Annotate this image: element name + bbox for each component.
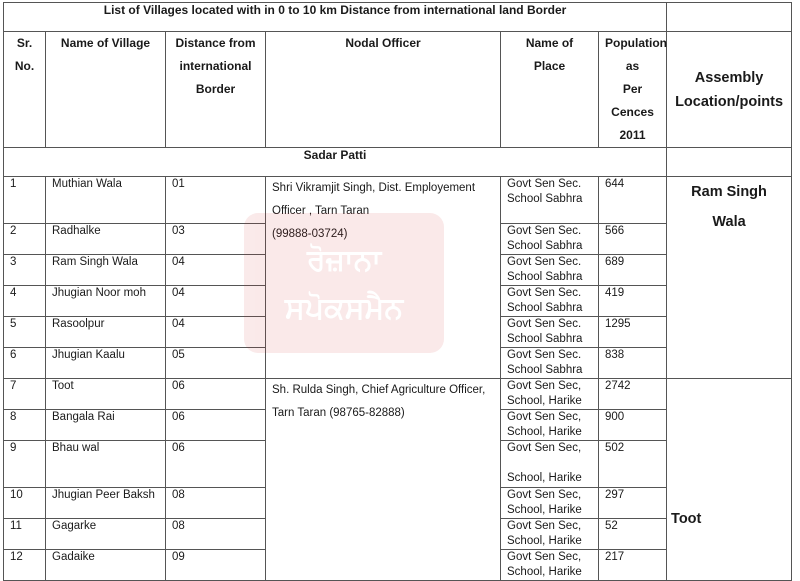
distance-cell: 08 [166, 519, 266, 550]
population-cell: 566 [599, 224, 667, 255]
place-cell: Govt Sen Sec, School, Harike [501, 550, 599, 581]
village-name-cell: Gadaike [46, 550, 166, 581]
place-cell: Govt Sen Sec, School, Harike [501, 519, 599, 550]
place-cell: Govt Sen Sec. School Sabhra [501, 224, 599, 255]
place-cell: Govt Sen Sec. School Sabhra [501, 177, 599, 224]
place-cell: Govt Sen Sec. School Sabhra [501, 286, 599, 317]
sr-no-cell: 11 [4, 519, 46, 550]
sr-no-cell: 4 [4, 286, 46, 317]
village-name-cell: Radhalke [46, 224, 166, 255]
place-cell: Govt Sen Sec, School, Harike [501, 379, 599, 410]
village-name-cell: Rasoolpur [46, 317, 166, 348]
village-name-cell: Bangala Rai [46, 410, 166, 441]
sr-no-cell: 2 [4, 224, 46, 255]
population-cell: 297 [599, 488, 667, 519]
village-name-cell: Jhugian Peer Baksh [46, 488, 166, 519]
population-cell: 502 [599, 441, 667, 488]
header-population: Population as Per Cences 2011 [599, 32, 667, 148]
sr-no-cell: 5 [4, 317, 46, 348]
header-assembly: Assembly Location/points [667, 32, 792, 148]
distance-cell: 04 [166, 317, 266, 348]
sr-no-cell: 7 [4, 379, 46, 410]
section-title: Sadar Patti [4, 148, 667, 177]
sr-no-cell: 1 [4, 177, 46, 224]
village-name-cell: Toot [46, 379, 166, 410]
header-nodal-officer: Nodal Officer [266, 32, 501, 148]
header-distance: Distance from international Border [166, 32, 266, 148]
village-name-cell: Jhugian Kaalu [46, 348, 166, 379]
distance-cell: 09 [166, 550, 266, 581]
distance-cell: 06 [166, 441, 266, 488]
header-village-name: Name of Village [46, 32, 166, 148]
place-cell: Govt Sen Sec. School Sabhra [501, 317, 599, 348]
village-table [3, 2, 792, 581]
sr-no-cell: 6 [4, 348, 46, 379]
population-cell: 52 [599, 519, 667, 550]
population-cell: 217 [599, 550, 667, 581]
section-blank-cell [667, 148, 792, 177]
village-name-cell: Bhau wal [46, 441, 166, 488]
sr-no-cell: 8 [4, 410, 46, 441]
table-row [4, 379, 792, 410]
header-sr-no: Sr. No. [4, 32, 46, 148]
population-cell: 419 [599, 286, 667, 317]
distance-cell: 06 [166, 410, 266, 441]
place-cell: Govt Sen Sec. School Sabhra [501, 255, 599, 286]
title-blank-cell [667, 3, 792, 32]
spokesman-watermark-logo: ਰੋਜ਼ਾਨਾ ਸਪੋਕਸਮੈਨ [244, 213, 444, 353]
place-cell: Govt Sen Sec. School Sabhra [501, 348, 599, 379]
table-title: List of Villages located with in 0 to 10 km Distance from international land Border [4, 3, 667, 32]
sr-no-cell: 9 [4, 441, 46, 488]
nodal-officer-cell: Sh. Rulda Singh, Chief Agriculture Officer, Tarn Taran (98765-82888) [266, 379, 501, 581]
population-cell: 900 [599, 410, 667, 441]
document-page [3, 2, 791, 578]
distance-cell: 03 [166, 224, 266, 255]
assembly-location-cell: Ram Singh Wala [667, 177, 792, 379]
sr-no-cell: 12 [4, 550, 46, 581]
place-cell: Govt Sen Sec, School, Harike [501, 441, 599, 488]
distance-cell: 08 [166, 488, 266, 519]
village-name-cell: Jhugian Noor moh [46, 286, 166, 317]
table-body [4, 177, 792, 581]
sr-no-cell: 10 [4, 488, 46, 519]
population-cell: 644 [599, 177, 667, 224]
place-cell: Govt Sen Sec, School, Harike [501, 488, 599, 519]
place-cell: Govt Sen Sec, School, Harike [501, 410, 599, 441]
sr-no-cell: 3 [4, 255, 46, 286]
distance-cell: 04 [166, 255, 266, 286]
population-cell: 838 [599, 348, 667, 379]
population-cell: 689 [599, 255, 667, 286]
nodal-officer-cell: Shri Vikramjit Singh, Dist. Employement Officer , Tarn Taran (99888-03724) [266, 177, 501, 379]
distance-cell: 01 [166, 177, 266, 224]
population-cell: 1295 [599, 317, 667, 348]
header-place: Name of Place [501, 32, 599, 148]
distance-cell: 05 [166, 348, 266, 379]
village-name-cell: Gagarke [46, 519, 166, 550]
population-cell: 2742 [599, 379, 667, 410]
distance-cell: 06 [166, 379, 266, 410]
village-name-cell: Muthian Wala [46, 177, 166, 224]
table-row [4, 177, 792, 224]
distance-cell: 04 [166, 286, 266, 317]
village-name-cell: Ram Singh Wala [46, 255, 166, 286]
assembly-location-cell: Toot [667, 379, 792, 581]
